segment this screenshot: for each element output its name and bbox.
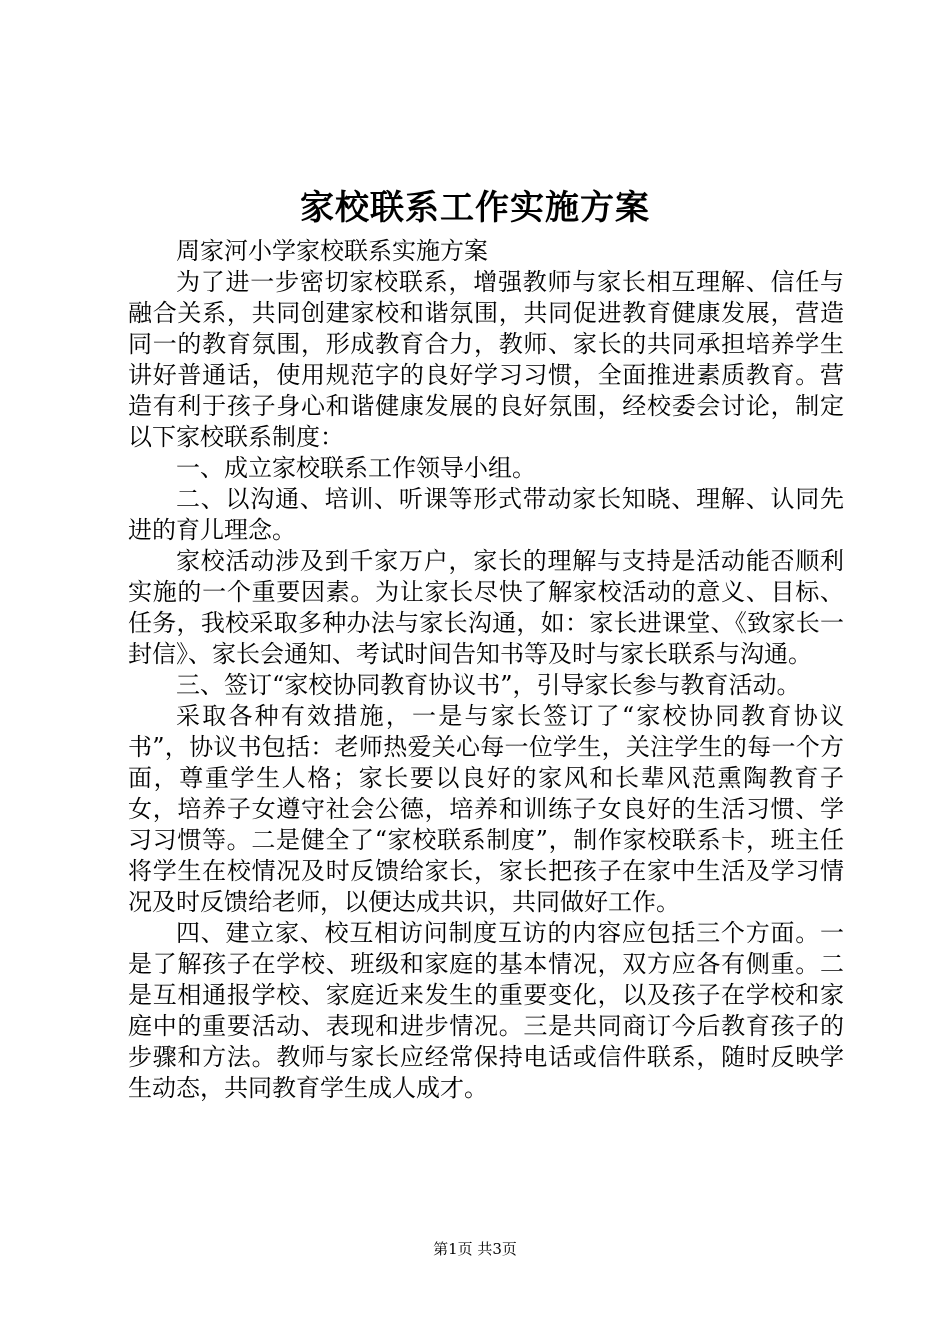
paragraph-section-2-body: 家校活动涉及到千家万户，家长的理解与支持是活动能否顺利实施的一个重要因素。为让家长尽快了解家校活动的意义、目标、任务，我校采取多种办法与家长沟通，如：家长进课堂、《致家长一封信》、家长会通知、考试时间告知书等及时与家长联系与沟通。 [128, 547, 844, 668]
paragraph-subtitle: 周家河小学家校联系实施方案 [176, 237, 488, 265]
paragraph-section-3-body: 采取各种有效措施，一是与家长签订了“家校协同教育协议书”，协议书包括：老师热爱关心每一位学生，关注学生的每一个方面，尊重学生人格；家长要以良好的家风和长辈风范熏陶教育子女，培养子女遵守社会公德，培养和训练子女良好的生活习惯、学习习惯等。二是健全了“家校联系制度”，制作家校联系卡，班主任将学生在校情况及时反馈给家长，家长把孩子在家中生活及学习情况及时反馈给老师，以便达成共识，共同做好工作。 [128, 702, 844, 916]
paragraph-section-2-heading: 二、以沟通、培训、听课等形式带动家长知晓、理解、认同先进的育儿理念。 [128, 485, 844, 544]
document-title: 家校联系工作实施方案 [300, 188, 650, 228]
page-number-footer: 第1页 共3页 [433, 1240, 517, 1258]
document-body [128, 236, 844, 1104]
paragraph-intro: 为了进一步密切家校联系，增强教师与家长相互理解、信任与融合关系，共同创建家校和谐氛围，共同促进教育健康发展，营造同一的教育氛围，形成教育合力，教师、家长的共同承担培养学生讲好普通话，使用规范字的良好学习习惯，全面推进素质教育。营造有利于孩子身心和谐健康发展的良好氛围，经校委会讨论，制定以下家校联系制度： [128, 268, 844, 451]
paragraph-section-3-heading: 三、签订“家校协同教育协议书”，引导家长参与教育活动。 [176, 671, 801, 699]
paragraph-section-1-heading: 一、成立家校联系工作领导小组。 [176, 454, 536, 482]
paragraph-section-4: 四、建立家、校互相访问制度互访的内容应包括三个方面。一是了解孩子在学校、班级和家庭的基本情况，双方应各有侧重。二是互相通报学校、家庭近来发生的重要变化，以及孩子在学校和家庭中的重要活动、表现和进步情况。三是共同商订今后教育孩子的步骤和方法。教师与家长应经常保持电话或信件联系，随时反映学生动态，共同教育学生成人成才。 [128, 919, 844, 1102]
